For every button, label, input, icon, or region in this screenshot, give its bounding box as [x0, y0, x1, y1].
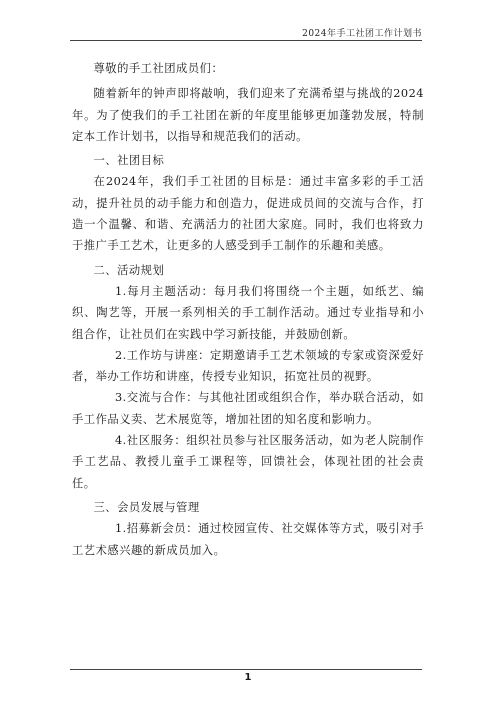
- activity-item: 3.交流与合作：与其他社团或组织合作，举办联合活动，如手工作品义卖、艺术展览等，增加社团的知名度和影响力。: [72, 391, 424, 426]
- section-heading-members: 三、会员发展与管理: [93, 500, 200, 514]
- activity-item: 2.工作坊与讲座：定期邀请手工艺术领域的专家或资深爱好者，举办工作坊和讲座，传授专业知识，拓宽社员的视野。: [72, 348, 424, 384]
- salutation: 尊敬的手工社团成员们：: [93, 62, 224, 75]
- section-heading-activities: 二、活动规划: [93, 263, 165, 277]
- header-rule: [70, 40, 422, 41]
- section-heading-goals: 一、社团目标: [93, 154, 165, 168]
- goals-paragraph: 在2024年，我们手工社团的目标是：通过丰富多彩的手工活动，提升社员的动手能力和创造力，促进成员间的交流与合作，打造一个温馨、和谐、充满活力的社团大家庭。同时，我们也将致力于推广手工艺术，让更多的人感受到手工制作的乐趣和美感。: [72, 175, 424, 253]
- activity-item: 4.社区服务：组织社员参与社区服务活动，如为老人院制作手工艺品、教授儿童手工课程等，回馈社会，体现社团的社会责任。: [72, 434, 424, 490]
- member-item: 1.招募新会员：通过校园宣传、社交媒体等方式，吸引对手工艺术感兴趣的新成员加入。: [72, 522, 424, 557]
- intro-paragraph: 随着新年的钟声即将敲响，我们迎来了充满希望与挑战的2024年。为了使我们的手工社团在新的年度里能够更加蓬勃发展，特制定本工作计划书，以指导和规范我们的活动。: [72, 87, 424, 143]
- document-body: [72, 58, 424, 561]
- page-number: 1: [244, 672, 252, 683]
- footer-rule: [70, 669, 422, 670]
- activity-item: 1.每月主题活动：每月我们将围绕一个主题，如纸艺、编织、陶艺等，开展一系列相关的手工制作活动。通过专业指导和小组合作，让社员们在实践中学习新技能，并鼓励创新。: [72, 284, 424, 341]
- running-header: 2024年手工社团工作计划书: [302, 29, 422, 39]
